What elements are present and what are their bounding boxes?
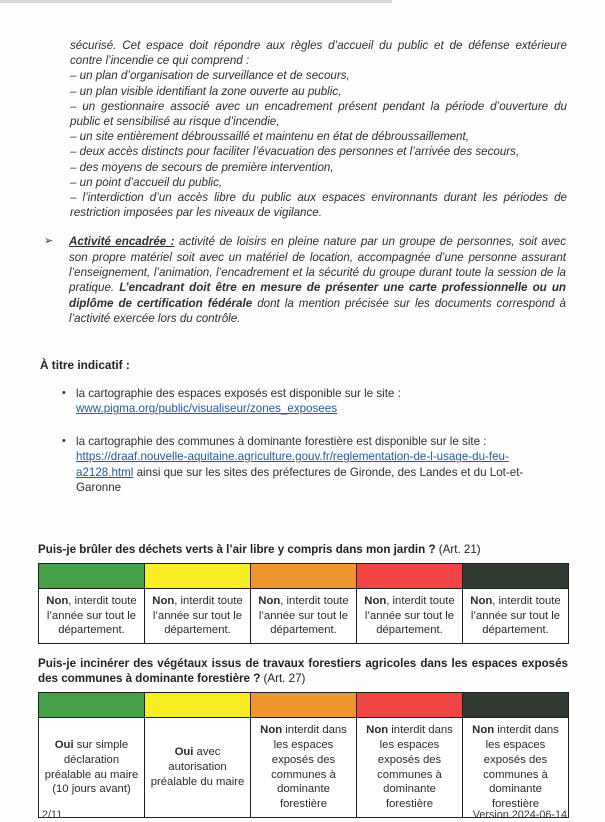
arrow-bullet-icon: ➢ [44,235,54,248]
pigma-map-link[interactable]: www.pigma.org/public/visualiseur/zones_exposees [76,402,337,416]
version-label: Version 2024-06-14 [472,809,567,821]
table-cell: Non, interdit toute l’année sur tout le département. [357,588,463,643]
vigilance-levels-row [39,693,569,718]
table-cell: Non, interdit toute l’année sur tout le département. [463,588,569,643]
bullet-icon: • [62,386,66,399]
indicative-links-section [40,358,573,496]
vigilance-black-cell [463,693,569,718]
activity-text: activité de loisirs en pleine nature par un groupe de personnes, soit avec son propre matériel soit avec un matériel de location, accompagnée d’une personne assurant l’enseignement, l’animation, l’encadrement et la sécurité du groupe durant toute la session de la pratique. [69,235,566,295]
vigilance-levels-row [39,563,569,588]
table-cell: Non, interdit toute l’année sur tout le département. [251,588,357,643]
vigilance-red-cell [357,693,463,718]
bullet-icon: • [62,434,66,447]
list-item [40,434,573,496]
list-item: – un point d’accueil du public, [70,175,223,189]
question-table-art21 [38,542,573,644]
table-cell: Non interdit dans les espaces exposés des communes à dominante forestière [251,718,357,818]
table-article-ref: (Art. 21) [438,542,481,556]
question-table-art27 [38,656,573,818]
bullet-label: la cartographie des communes à dominante forestière est disponible sur le site : [76,434,487,448]
list-item: – un plan d’organisation de surveillance et de secours, [70,69,350,83]
vigilance-orange-cell [251,563,357,588]
scan-artifact-line [0,0,392,3]
section-heading: À titre indicatif : [40,358,130,373]
page-content [35,38,573,818]
activity-term: Activité encadrée : [69,235,175,249]
table-cell: Oui sur simple déclaration préalable au maire (10 jours avant) [39,718,145,818]
vigilance-table [38,563,569,644]
vigilance-yellow-cell [145,693,251,718]
list-item: – deux accès distincts pour faciliter l’évacuation des personnes et l’arrivée des secours, [70,145,520,159]
vigilance-red-cell [357,563,463,588]
vigilance-yellow-cell [145,563,251,588]
vigilance-orange-cell [251,693,357,718]
vigilance-green-cell [39,693,145,718]
list-item: – un site entièrement débroussaillé et maintenu en état de débroussaillement, [70,130,469,144]
page-number: 2/11 [42,809,63,821]
table-title [38,542,568,557]
table-cell: Non interdit dans les espaces exposés des communes à dominante forestière [357,718,463,818]
table-cell: Non, interdit toute l’année sur tout le département. [39,588,145,643]
bullet-label: la cartographie des espaces exposés est disponible sur le site : [76,386,401,400]
list-item: – l’interdiction d’un accès libre du public aux espaces environnants durant les périodes de restriction imposées par les niveaux de vigilance. [70,191,567,220]
list-item: – un gestionnaire associé avec un encadrement présent pendant la période d’ouverture du public et sensibilisé au risque d’incendie, [70,99,567,129]
answers-row [39,718,569,818]
vigilance-black-cell [463,563,569,588]
table-cell: Non, interdit toute l’année sur tout le département. [145,588,251,643]
page-footer [42,809,567,821]
answers-row [39,588,569,643]
list-item: – des moyens de secours de première intervention, [70,160,334,174]
table-question: Puis-je incinérer des végétaux issus de travaux forestiers agricoles dans les espaces exposés des communes à dominante forestière ? [38,657,568,686]
table-question: Puis-je brûler des déchets verts à l’air libre y compris dans mon jardin ? [38,542,439,556]
bullet-text [76,386,544,417]
table-cell: Oui avec autorisation préalable du maire [145,718,251,818]
list-item [40,386,573,417]
bullet-suffix: ainsi que sur les sites des préfectures de Gironde, des Landes et du Lot-et-Garonne [76,465,524,495]
activity-text-end: dont la mention précisée sur les documents correspond à l’activité exercée lors du contrôle. [69,296,566,325]
activite-encadree-section [35,234,573,326]
public-access-rules-section [70,38,567,220]
bullet-text [76,434,544,496]
table-title [38,656,568,686]
lead-paragraph: sécurisé. Cet espace doit répondre aux règles d’accueil du public et de défense extérieure contre l’incendie ce qui comprend : [70,39,567,68]
vigilance-green-cell [39,563,145,588]
activity-paragraph [69,234,566,326]
list-item: – un plan visible identifiant la zone ouverte au public, [70,84,342,98]
table-cell: Non interdit dans les espaces exposés des communes à dominante forestière [463,718,569,818]
table-article-ref: (Art. 27) [263,672,306,686]
draaf-map-link[interactable]: https://draaf.nouvelle-aquitaine.agriculture.gouv.fr/reglementation-de-l-usage-du-feu-a2128.html [76,450,509,479]
activity-bold-text: L’encadrant doit être en mesure de présenter une carte professionnelle ou un diplôme de certification fédérale [69,281,566,310]
vigilance-table [38,692,569,818]
